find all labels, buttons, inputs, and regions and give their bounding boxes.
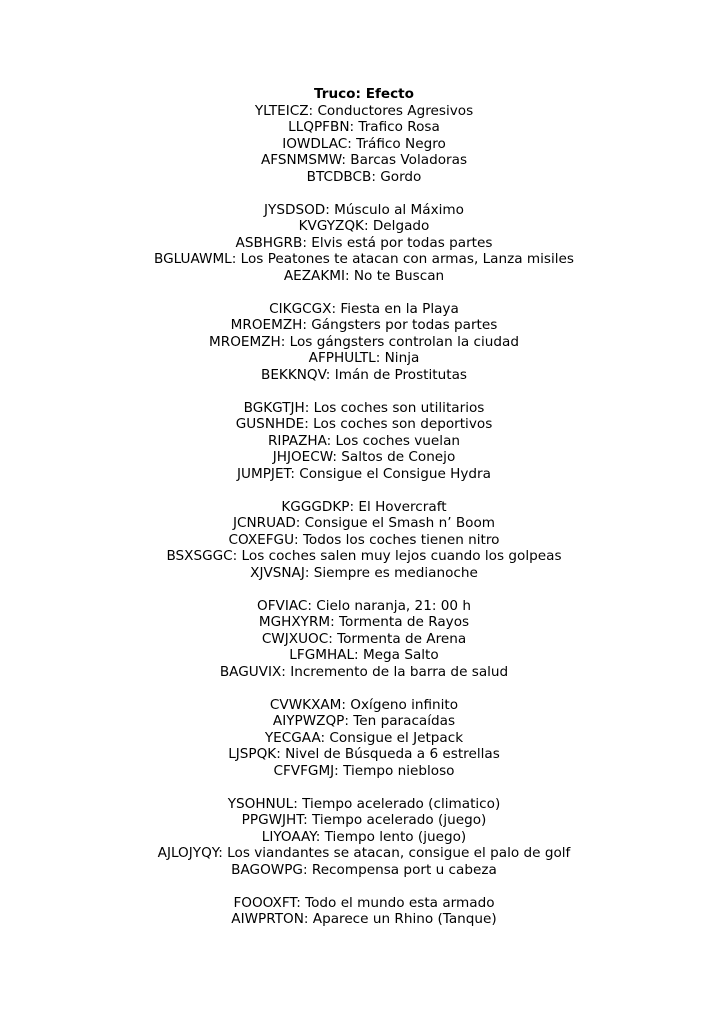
cheat-line: BTCDBCB: Gordo [306,168,422,185]
group-spacer [0,581,728,598]
cheat-line: AJLOJYQY: Los viandantes se atacan, consigue el palo de golf [157,845,571,861]
cheat-line: MROEMZH: Gángsters por todas partes [230,317,498,333]
cheat-line: GUSNHDE: Los coches son deportivos [235,416,493,432]
group-spacer [0,383,728,400]
cheat-line: PPGWJHT: Tiempo acelerado (juego) [241,812,487,828]
group-spacer [0,779,728,796]
group-spacer [0,284,728,301]
cheat-list [0,86,728,928]
cheat-line: KGGGDKP: El Hovercraft [281,498,447,515]
cheat-line: ASBHGRB: Elvis está por todas partes [235,234,493,251]
group-spacer [0,878,728,895]
group-spacer [0,680,728,697]
cheat-line: KVGYZQK: Delgado [298,218,430,234]
cheat-line: XJVSNAJ: Siempre es medianoche [250,564,478,581]
cheat-line: YSOHNUL: Tiempo acelerado (climatico) [227,795,501,812]
cheat-line: YLTEICZ: Conductores Agresivos [254,102,474,119]
cheat-line: JUMPJET: Consigue el Consigue Hydra [237,465,491,482]
group-spacer [0,482,728,499]
cheat-line: BSXSGGC: Los coches salen muy lejos cuando los golpeas [166,548,562,564]
cheat-line: LLQPFBN: Trafico Rosa [288,119,440,135]
cheat-line: YECGAA: Consigue el Jetpack [264,729,464,746]
cheat-line: AIWPRTON: Aparece un Rhino (Tanque) [231,911,497,927]
cheat-line: FOOOXFT: Todo el mundo esta armado [233,894,495,911]
cheat-line: BAGUVIX: Incremento de la barra de salud [219,663,509,680]
cheat-line: LIYOAAY: Tiempo lento (juego) [261,828,467,845]
cheat-line: JHJOECW: Saltos de Conejo [272,449,456,465]
cheat-line: MROEMZH: Los gángsters controlan la ciudad [209,333,519,350]
cheat-line: LFGMHAL: Mega Salto [289,647,439,663]
cheat-line: BAGOWPG: Recompensa port u cabeza [231,861,497,878]
cheat-line: JYSDSOD: Músculo al Máximo [264,201,464,218]
cheat-line: AFSNMSMW: Barcas Voladoras [260,152,468,168]
cheat-line: BEKKNQV: Imán de Prostitutas [261,366,467,383]
cheat-line: COXEFGU: Todos los coches tienen nitro [228,531,500,548]
cheat-line: AFPHULTL: Ninja [308,350,420,366]
cheat-line: CIKGCGX: Fiesta en la Playa [269,300,459,317]
cheat-line: CWJXUOC: Tormenta de Arena [261,630,467,647]
cheat-line: AEZAKMI: No te Buscan [283,267,445,284]
cheat-line: IOWDLAC: Tráfico Negro [282,135,446,152]
list-title: Truco: Efecto [313,86,415,102]
cheat-line: CFVFGMJ: Tiempo niebloso [273,762,455,779]
group-spacer [0,185,728,202]
cheat-line: LJSPQK: Nivel de Búsqueda a 6 estrellas [228,746,500,762]
cheat-line: JCNRUAD: Consigue el Smash n’ Boom [232,515,496,531]
cheat-line: BGKGTJH: Los coches son utilitarios [243,399,485,416]
cheat-line: AIYPWZQP: Ten paracaídas [272,713,456,729]
cheat-line: MGHXYRM: Tormenta de Rayos [258,614,470,630]
cheat-line: RIPAZHA: Los coches vuelan [267,432,461,449]
cheat-line: CVWKXAM: Oxígeno infinito [269,696,459,713]
cheat-line: OFVIAC: Cielo naranja, 21: 00 h [257,597,471,614]
cheat-line: BGLUAWML: Los Peatones te atacan con armas, Lanza misiles [153,251,574,267]
